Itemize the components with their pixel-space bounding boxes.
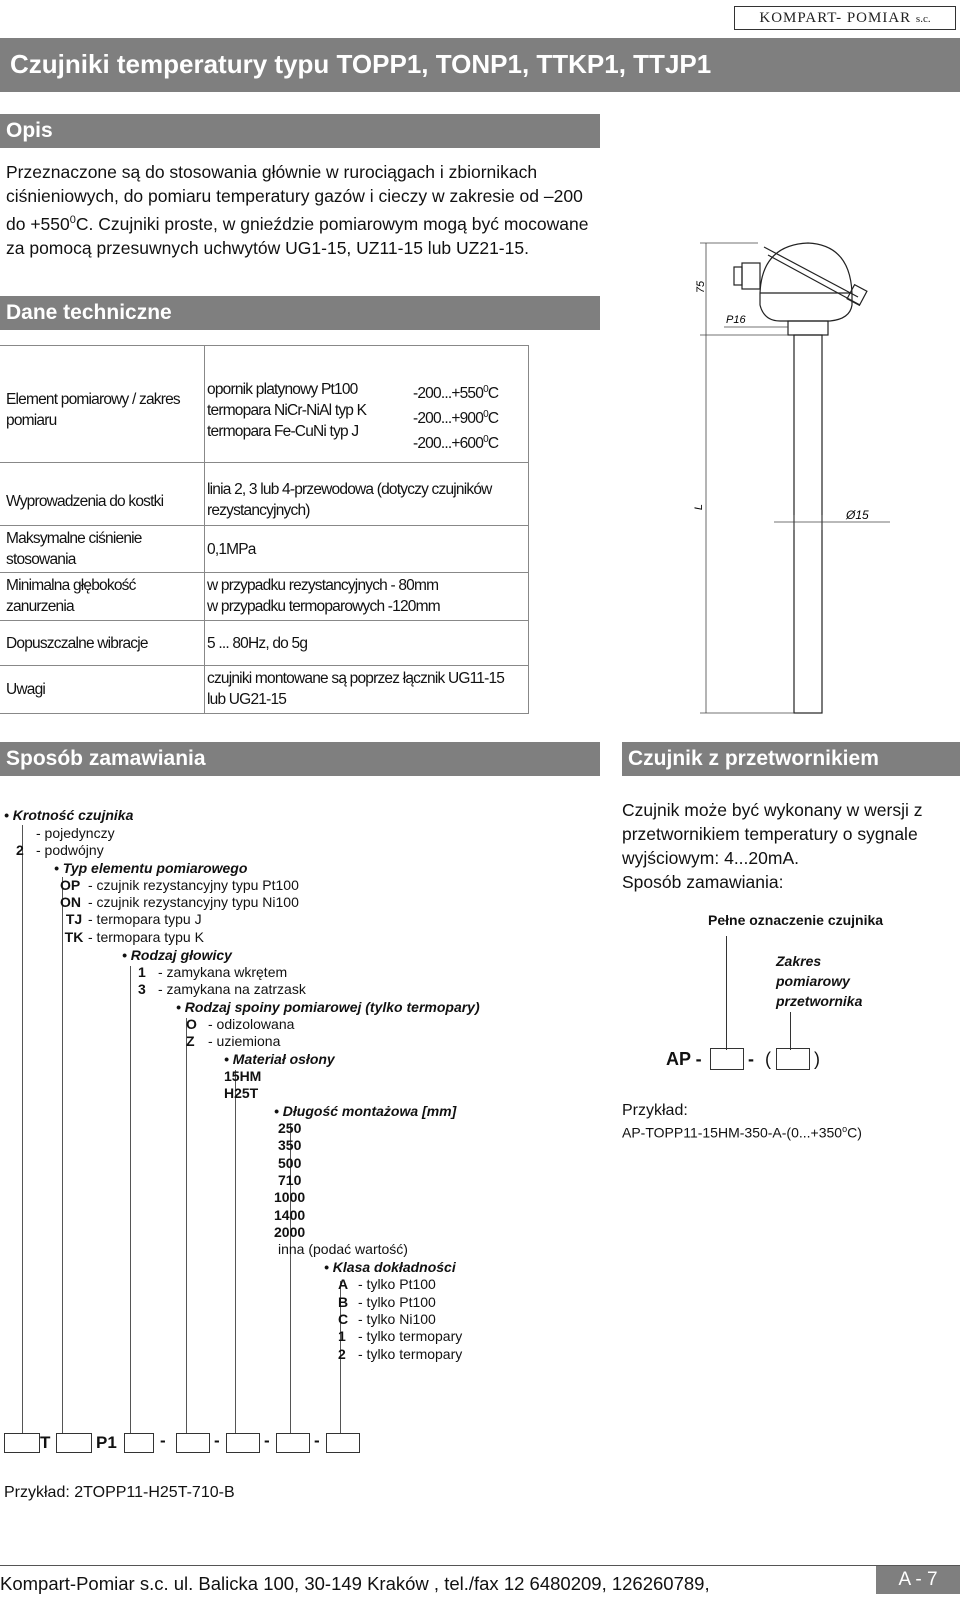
section-sposob-zamawiania: Sposób zamawiania [0, 742, 600, 776]
code-box-typ [56, 1433, 92, 1453]
row-glebokosc-value: w przypadku rezystancyjnych - 80mm w przypadku termoparowych -120mm [207, 577, 440, 615]
klasa-title: Klasa dokładności [332, 1259, 456, 1275]
converter-example: $AP-TOPP11-15HM-350-A-(0...+350^oC)$ [622, 1124, 862, 1141]
code-box-krotnosc [4, 1433, 40, 1453]
spoina-title: Rodzaj spoiny pomiarowej (tylko termopary) [184, 999, 480, 1015]
row-wibracje-value: 5 ... 80Hz, do 5g [207, 635, 308, 652]
sensor-drawing [690, 225, 960, 715]
section-opis: Opis [0, 114, 600, 148]
row-cisnienie-value: 0,1MPa [207, 541, 256, 558]
dim-75: 75 [695, 280, 707, 294]
dim-d15: Ø15 [846, 508, 869, 522]
dlugosc-title: Długość montażowa [mm] [282, 1103, 457, 1119]
row-uwagi-value: czujniki montowane są poprzez łącznik UG11-15 lub UG21-15 [207, 670, 505, 708]
converter-example-label: Przykład: [622, 1102, 688, 1119]
converter-code-box [710, 1048, 744, 1070]
row-element-ranges: $-200...+550^0C$ $-200...+900^0C$ $-200...+600^0C$ [413, 384, 499, 453]
section-przetwornik: Czujnik z przetwornikiem [622, 742, 960, 776]
converter-text: Czujnik może być wykonany w wersji z przetwornikiem temperatury o sygnale wyjściowym: 4...20mA. Sposób zamawiania: [622, 800, 923, 892]
row-glebokosc-label: Minimalna głębokość zanurzenia [6, 577, 136, 615]
glowica-title: Rodzaj głowicy [130, 947, 232, 963]
row-wyprowadzenia-label: Wyprowadzenia do kostki [6, 493, 164, 510]
footer-address: Kompart-Pomiar s.c. ul. Balicka 100, 30-149 Kraków , tel./fax 12 6480209, 126260789, [0, 1573, 710, 1594]
material-title: Materiał osłony [232, 1051, 335, 1067]
converter-code-prefix: AP - [666, 1049, 702, 1069]
converter-range-box [776, 1048, 810, 1070]
code-box-material [226, 1433, 260, 1453]
page-number: A - 7 [876, 1566, 960, 1594]
code-box-glowica [124, 1433, 154, 1453]
row-uwagi-label: Uwagi [6, 681, 46, 698]
converter-range-label: Zakres pomiarowy przetwornika [776, 953, 863, 1009]
code-box-spoina [176, 1433, 210, 1453]
code-box-klasa [326, 1433, 360, 1453]
page-title: Czujniki temperatury typu TOPP1, TONP1, TTKP1, TTJP1 [0, 38, 960, 92]
order-example: Przykład: 2TOPP11-H25T-710-B [4, 1484, 235, 1501]
row-wibracje-label: Dopuszczalne wibracje [6, 635, 148, 652]
typ-title: Typ elementu pomiarowego [62, 860, 248, 876]
dim-l: L [693, 503, 705, 511]
section-dane-techniczne: Dane techniczne [0, 296, 600, 330]
row-cisnienie-label: Maksymalne ciśnienie stosowania [6, 530, 142, 568]
dim-p16: P16 [726, 314, 746, 326]
code-box-dlugosc [276, 1433, 310, 1453]
converter-full-label: Pełne oznaczenie czujnika [708, 912, 884, 928]
company-logo: KOMPART- POMIAR s.c. [734, 6, 956, 30]
row-wyprowadzenia-value: linia 2, 3 lub 4-przewodowa (dotyczy czujników rezystancyjnych) [207, 481, 492, 519]
row-element-names: opornik platynowy Pt100 termopara NiCr-NiAl typ K termopara Fe-CuNi typ J [207, 381, 367, 440]
row-element-label: Element pomiarowy / zakres pomiaru [6, 391, 180, 429]
krotnosc-title: Krotność czujnika [12, 807, 134, 823]
description: Przeznaczone są do stosowania głównie w rurociągach i zbiornikach ciśnieniowych, do pomiaru temperatury gazów i cieczy w zakresie od –200 do $+550^0C$. Czujniki proste, w gnieździe pomiarowym mogą być mocowane za pomocą przesuwnych uchwytów UG1-15, UZ11-15 lub UZ21-15. [6, 162, 589, 258]
